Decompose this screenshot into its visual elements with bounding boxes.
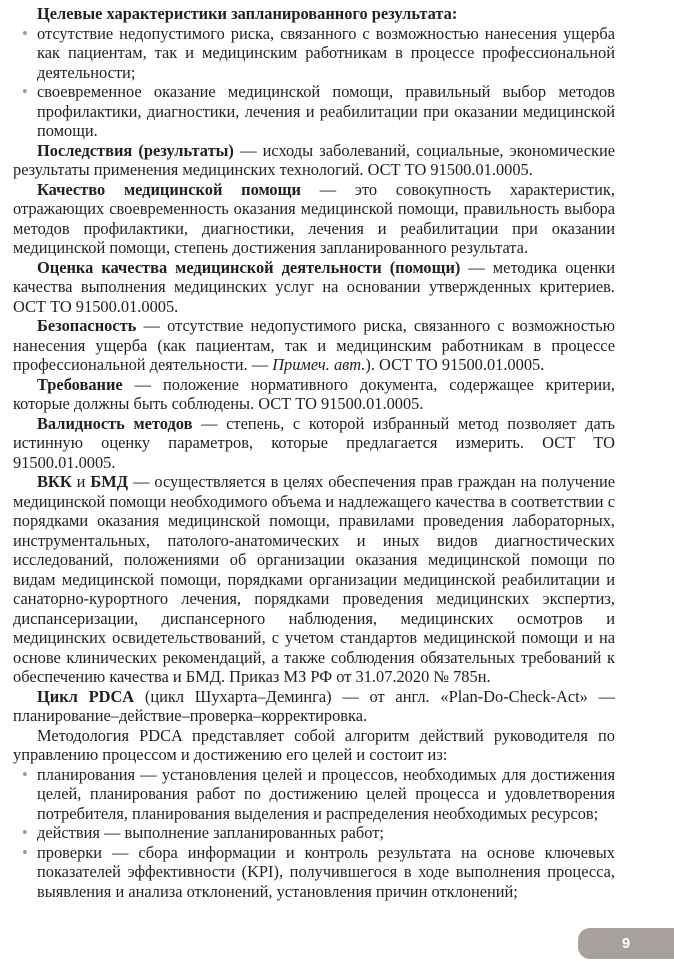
term: Качество медицинской помощи [37, 179, 301, 199]
page-number: 9 [621, 935, 631, 952]
definition-text: — методика оценки качества выполнения медицинских услуг на основании утвержденных критериев. ОСТ ТО 91500.01.0005. [13, 257, 615, 316]
definition-text: — положение нормативного документа, содержащее критерии, которые должны быть соблюдены. ОСТ ТО 91500.01.0005. [13, 374, 615, 413]
methodology-list [13, 765, 615, 902]
definition-text: ). ОСТ ТО 91500.01.0005. [365, 355, 545, 374]
definition-requirement [13, 375, 615, 414]
definition-text: — исходы заболеваний, социальные, экономические результаты применения медицинских технологий. ОСТ ТО 91500.01.0005. [13, 140, 615, 179]
term: ВКК [37, 472, 72, 491]
definition-validity [13, 414, 615, 473]
definition-text: — осуществляется в целях обеспечения прав граждан на получение медицинской помощи необходимого объема и надлежащего качества в соответствии с порядками оказания медицинской помощи, правилами проведения лабораторных, инструментальных, патолого-анатомических и иных видов диагностических исследований, положениями об организации оказания медицинской помощи по видам медицинской помощи, порядками организации медицинской реабилитации и санаторно-курортного лечения, порядками проведения медицинских экспертиз, диспансеризации, диспансерного наблюдения, медицинских осмотров и медицинских освидетельствований, с учетом стандартов медицинской помощи и на основе клинических рекомендаций, а также соблюдения обязательных требований к обеспечению качества и БМД. Приказ МЗ РФ от 31.07.2020 № 785н. [13, 472, 616, 686]
list-item: • проверки — сбора информации и контроль результата на основе ключевых показателей эффективности (KPI), получившегося в ходе выполнения процесса, выявления и анализа отклонений, установления причин отклонений; [37, 843, 615, 902]
definition-vkk-bmd [13, 472, 615, 687]
goals-list [13, 24, 615, 141]
term: Валидность методов [37, 413, 193, 433]
term: Требование [37, 374, 123, 394]
definition-text: (цикл Шухарта–Деминга) — от англ. «Plan-Do-Check-Act» — планирование–действие–проверка–корректировка. [13, 686, 616, 725]
definition-text: — степень, с которой избранный метод позволяет дать истинную оценку параметров, которые предлагается измерить. ОСТ ТО 91500.01.0005. [13, 413, 615, 472]
term: Последствия (результаты) [37, 140, 234, 160]
term: Оценка качества медицинской деятельности (помощи) [37, 257, 461, 277]
goals-heading [13, 4, 615, 24]
definition-assessment [13, 258, 615, 317]
definition-quality [13, 180, 615, 258]
definition-consequences [13, 141, 615, 180]
definition-text: — отсутствие недопустимого риска, связанного с возможностью нанесения ущерба (как пациентам, так и медицинским работникам в процессе профессиональной деятельности. — [13, 316, 615, 374]
term: Цикл PDCA [37, 686, 135, 706]
term-joiner: и [71, 472, 91, 491]
term: БМД [90, 472, 129, 491]
list-item: • планирования — установления целей и процессов, необходимых для достижения целей, планирования работ по достижению целей процесса и удовлетворения потребителя, планирования выделения и распределения необходимых ресурсов; [37, 765, 615, 824]
goals-title: Целевые характеристики запланированного результата: [37, 4, 458, 23]
definition-text: — это совокупность характеристик, отражающих своевременность оказания медицинской помощи, правильность выбора методов профилактики, диагностики, лечения и реабилитации при оказании медицинской помощи, степень достижения запланированного результата. [13, 179, 615, 257]
page-number-tab [578, 928, 674, 959]
definition-safety [13, 316, 615, 375]
term: Безопасность [37, 316, 137, 335]
list-item: • отсутствие недопустимого риска, связанного с возможностью нанесения ущерба как пациентам, так и медицинским работникам в процессе профессиональной деятельности; [37, 24, 615, 83]
methodology-intro: Методология PDCA представляет собой алгоритм действий руководителя по управлению процессом и достижению его целей и состоит из: [13, 725, 615, 764]
page-body [13, 4, 615, 901]
list-item: • действия — выполнение запланированных работ; [37, 823, 615, 843]
list-item: • своевременное оказание медицинской помощи, правильный выбор методов профилактики, диагностики, лечения и реабилитации при оказании медицинской помощи. [37, 82, 615, 141]
definition-pdca [13, 687, 615, 726]
author-note: Примеч. авт. [272, 355, 366, 374]
